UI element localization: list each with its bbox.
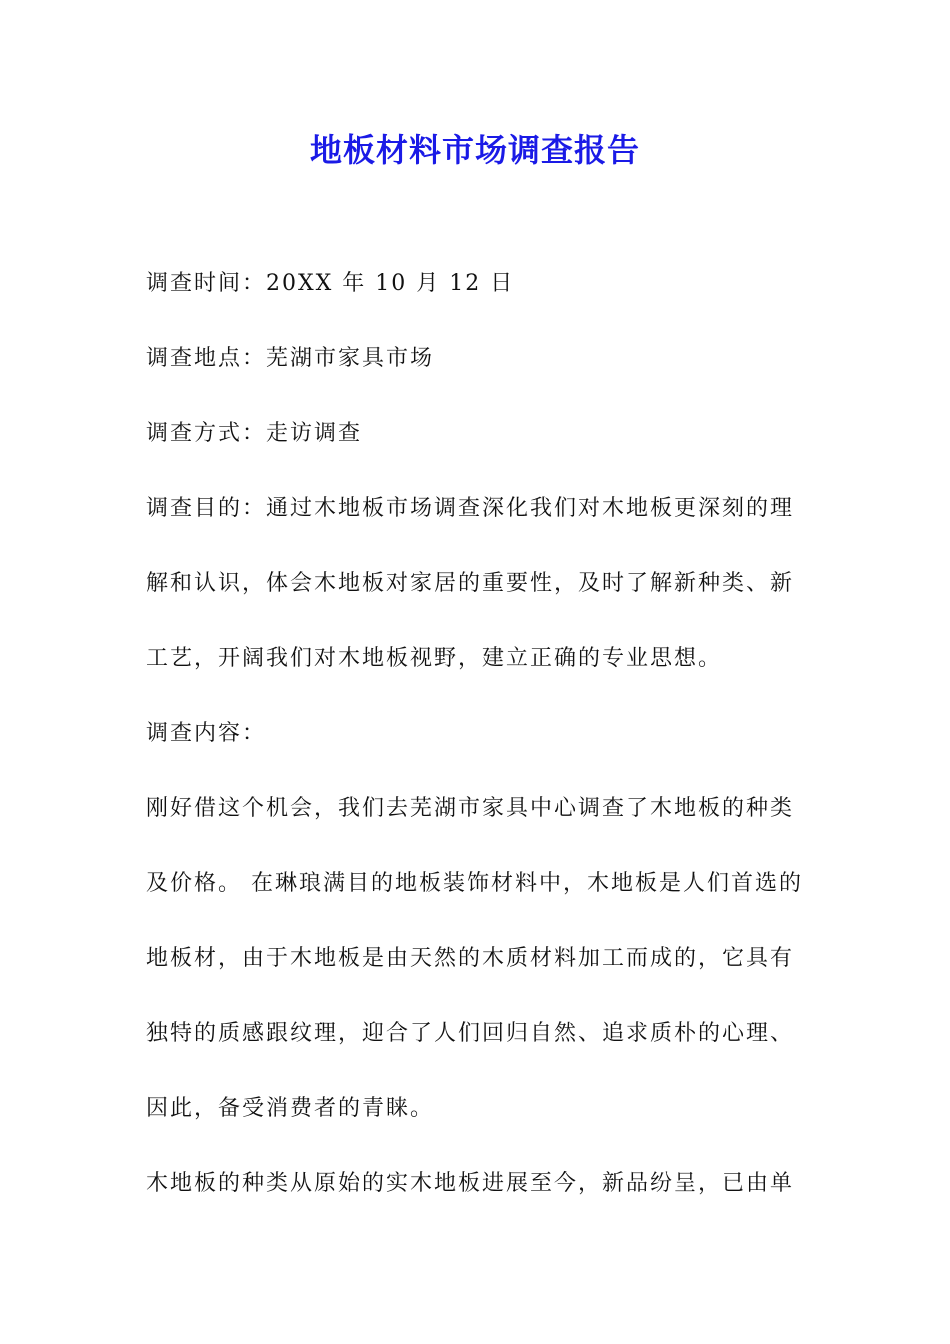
paragraph-line-3: 地板材，由于木地板是由天然的木质材料加工而成的，它具有 — [146, 946, 795, 971]
paragraph-line-2: 及价格。 在琳琅满目的地板装饰材料中，木地板是人们首选的 — [146, 871, 803, 896]
survey-location-line: 调查地点：芜湖市家具市场 — [146, 346, 435, 371]
survey-time-line: 调查时间：20XX 年 10 月 12 日 — [146, 271, 515, 296]
paragraph-line-4: 独特的质感跟纹理，迎合了人们回归自然、追求质朴的心理、 — [146, 1021, 795, 1046]
paragraph-line-1: 刚好借这个机会，我们去芜湖市家具中心调查了木地板的种类 — [146, 796, 795, 821]
document-title: 地板材料市场调查报告 — [309, 131, 640, 169]
survey-purpose-line-3: 工艺，开阔我们对木地板视野，建立正确的专业思想。 — [146, 646, 723, 671]
survey-purpose-line-2: 解和认识，体会木地板对家居的重要性，及时了解新种类、新 — [146, 571, 795, 596]
survey-purpose-line-1: 调查目的：通过木地板市场调查深化我们对木地板更深刻的理 — [146, 496, 795, 521]
paragraph-line-6: 木地板的种类从原始的实木地板进展至今，新品纷呈，已由单 — [146, 1171, 795, 1196]
paragraph-line-5: 因此，备受消费者的青睐。 — [146, 1096, 435, 1121]
survey-method-line: 调查方式：走访调查 — [146, 421, 363, 446]
survey-content-heading: 调查内容： — [146, 721, 267, 746]
